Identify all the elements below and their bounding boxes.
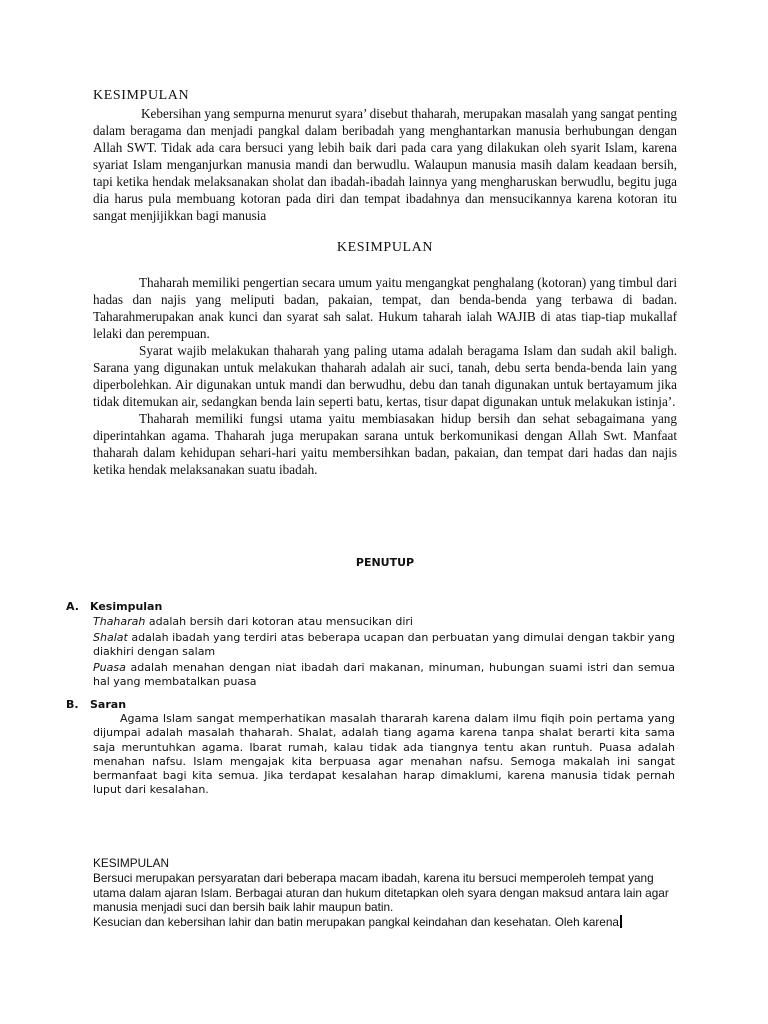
paragraph: Syarat wajib melakukan thaharah yang paling utama adalah beragama Islam dan sudah akil baligh. Sarana yang digunakan untuk melakukan thaharah adalah air suci, tanah, debu serta benda-benda lain yang diperbolehkan. Air digunakan untuk mandi dan berwudhu, debu dan tanah digunakan untuk bertayamum jika tidak ditemukan air, sedangkan benda lain seperti batu, kertas, tisur dapat digunakan untuk melakukan istinja’. bbox=[93, 343, 677, 409]
definition-item bbox=[93, 615, 675, 630]
section-b-heading bbox=[66, 698, 126, 711]
section-heading: KESIMPULAN bbox=[336, 240, 434, 255]
kesimpulan-section-3 bbox=[93, 856, 675, 930]
section-a-heading bbox=[66, 600, 162, 613]
section-a-body bbox=[93, 615, 675, 691]
section-label: Kesimpulan bbox=[90, 600, 163, 613]
paragraph: Kebersihan yang sempurna menurut syara’ disebut thaharah, merupakan masalah yang sangat penting dalam beragama dan menjadi pangkal dalam beribadah yang menghantarkan manusia berhubungan dengan Allah SWT. Tidak ada cara bersuci yang lebih baik dari pada cara yang dilakukan oleh syarit Islam, karena syariat Islam menganjurkan manusia mandi dan berwudlu. Walaupun manusia masih dalam keadaan bersih, tapi ketika hendak melaksanakan sholat dan ibadah-ibadah lainnya yang mengharuskan berwudlu, begitu juga dia harus pula membuang kotoran pada diri dan tempat ibadahnya dan mensucikannya karena kotoran itu sangat menjijikkan bagi manusia bbox=[93, 106, 677, 223]
text-cursor bbox=[620, 915, 622, 928]
paragraph: Thaharah memiliki pengertian secara umum yaitu mengangkat penghalang (kotoran) yang timbul dari hadas dan najis yang meliputi badan, pakaian, tempat, dan benda-benda yang terbawa di badan. Taharahmerupakan anak kunci dan syarat sah salat. Hukum taharah ialah WAJIB di atas tiap-tiap mukallaf lelaki dan perempuan. bbox=[93, 275, 677, 341]
definition-item bbox=[93, 661, 675, 690]
section-label: Saran bbox=[90, 698, 127, 711]
paragraph: Bersuci merupakan persyaratan dari beberapa macam ibadah, karena itu bersuci memperoleh tempat yang utama dalam ajaran Islam. Berbagai aturan dan hukum ditetapkan oleh syara dengan maksud antara lain agar manusia menjadi suci dan bersih baik lahir maupun batin. bbox=[93, 870, 669, 915]
paragraph-text: Kesucian dan kebersihan lahir dan batin merupakan pangkal keindahan dan kesehatan. Oleh karena bbox=[93, 915, 619, 930]
definition-term: Shalat bbox=[93, 630, 128, 644]
definition-text: adalah bersih dari kotoran atau mensucikan diri bbox=[145, 615, 413, 628]
section-heading: KESIMPULAN bbox=[93, 88, 190, 103]
paragraph bbox=[93, 915, 675, 930]
section-letter: A. bbox=[66, 600, 79, 613]
definition-term: Puasa bbox=[93, 660, 126, 674]
paragraph: Agama Islam sangat memperhatikan masalah thararah karena dalam ilmu fiqih poin pertama yang dijumpai adalah masalah thaharah. Shalat, adalah tiang agama karena tanpa shalat berarti kita sama saja meruntuhkan agama. Ibarat rumah, kalau tidak ada tiangnya tentu akan runtuh. Puasa adalah menahan nafsu. Islam mengajak kita berpuasa agar menahan nafsu. Semoga makalah ini sangat bermanfaat bagi kita semua. Jika terdapat kesalahan harap dimaklumi, karena manusia tidak pernah luput dari kesalahan. bbox=[93, 712, 675, 797]
definition-item bbox=[93, 631, 675, 660]
definition-text: adalah menahan dengan niat ibadah dari makanan, minuman, hubungan suami istri dan semua hal yang membatalkan puasa bbox=[93, 660, 675, 689]
section-letter: B. bbox=[66, 698, 79, 711]
section-heading: KESIMPULAN bbox=[93, 856, 170, 870]
section-b-body bbox=[93, 712, 675, 798]
paragraph: Thaharah memiliki fungsi utama yaitu membiasakan hidup bersih dan sehat sebagaimana yang diperintahkan agama. Thaharah juga merupakan sarana untuk berkomunikasi dengan Allah Swt. Manfaat thaharah dalam kehidupan sehari-hari yaitu membersihkan badan, pakaian, dan tempat dari hadas dan najis ketika hendak melaksanakan suatu ibadah. bbox=[93, 411, 677, 477]
definition-term: Thaharah bbox=[93, 615, 146, 628]
kesimpulan-section-2 bbox=[93, 274, 677, 478]
penutup-title: PENUTUP bbox=[355, 556, 415, 569]
definition-text: adalah ibadah yang terdiri atas beberapa ucapan dan perbuatan yang dimulai dengan takbir yang diakhiri dengan salam bbox=[93, 630, 675, 659]
kesimpulan-section-1 bbox=[93, 87, 677, 224]
